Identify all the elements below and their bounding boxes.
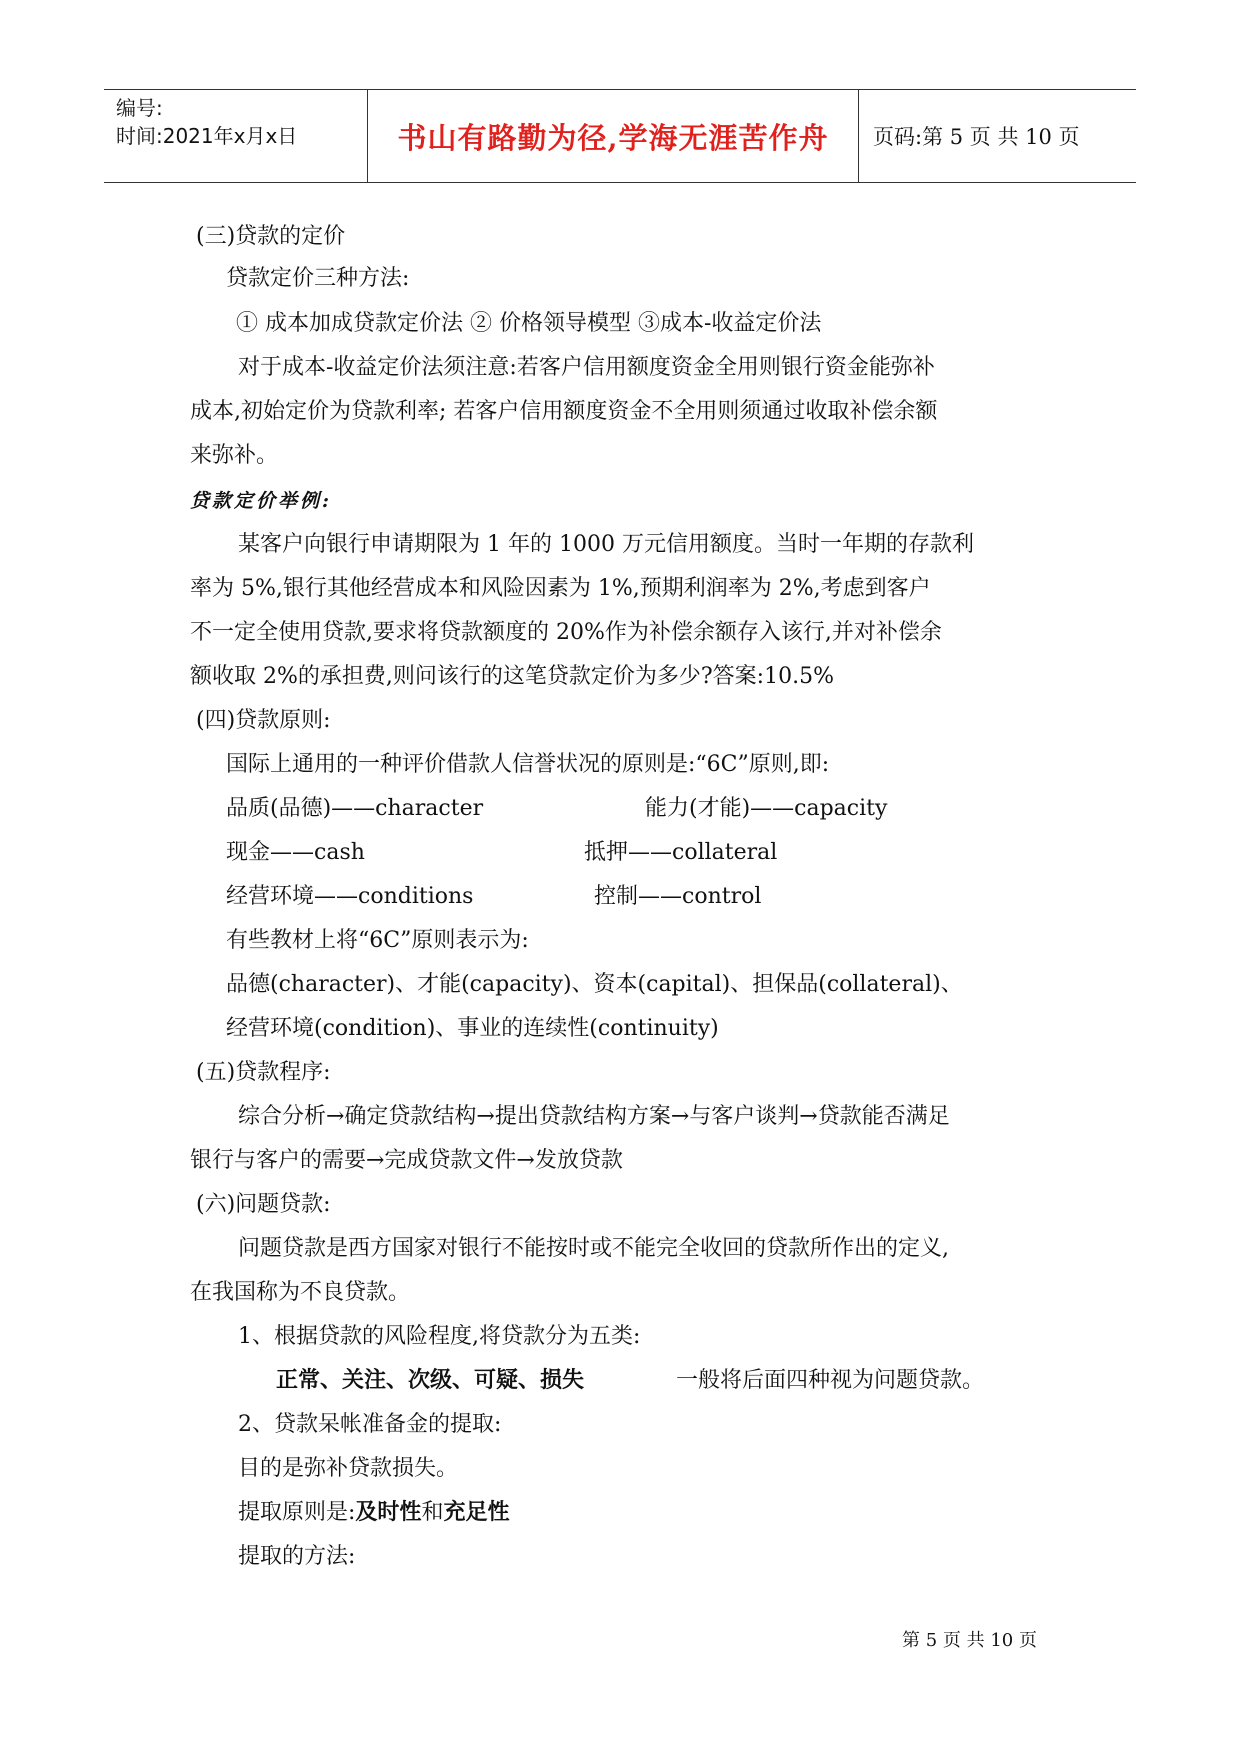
- paragraph-line: 来弥补。: [190, 443, 279, 468]
- loan-category-list: 正常、关注、次级、可疑、损失: [276, 1368, 585, 1393]
- section-4-heading: (四)贷款原则:: [196, 708, 331, 733]
- paragraph-line: 一般将后面四种视为问题贷款。: [676, 1368, 985, 1393]
- doc-time-label: 时间:2021年x月x日: [116, 124, 298, 148]
- paragraph-line: 在我国称为不良贷款。: [190, 1280, 411, 1305]
- loan-categories: [276, 1366, 584, 1396]
- paragraph-line: 1、根据贷款的风险程度,将贷款分为五类:: [238, 1324, 641, 1349]
- paragraph-line: 2、贷款呆帐准备金的提取:: [238, 1412, 502, 1437]
- principle-conditions: 经营环境——conditions: [226, 884, 474, 909]
- paragraph-line: 银行与客户的需要→完成贷款文件→发放贷款: [190, 1148, 623, 1173]
- principle-control: 控制——control: [594, 884, 762, 909]
- section-3-heading: (三)贷款的定价: [196, 224, 346, 249]
- doc-number-label: 编号:: [116, 96, 163, 120]
- paragraph-line: 某客户向银行申请期限为 1 年的 1000 万元信用额度。当时一年期的存款利: [238, 532, 974, 557]
- paragraph-line: 问题贷款是西方国家对银行不能按时或不能完全收回的贷款所作出的定义,: [238, 1236, 949, 1261]
- principle-label: 提取原则是:: [238, 1500, 356, 1525]
- paragraph-line: ① 成本加成贷款定价法 ② 价格领导模型 ③成本-收益定价法: [236, 311, 822, 336]
- page-footer: 第 5 页 共 10 页: [902, 1630, 1037, 1651]
- example-heading: 贷款定价举例:: [190, 490, 333, 512]
- paragraph-line: 目的是弥补贷款损失。: [238, 1456, 459, 1481]
- header-slogan-cell: [367, 90, 859, 182]
- paragraph-line: 率为 5%,银行其他经营成本和风险因素为 1%,预期利润率为 2%,考虑到客户: [190, 576, 931, 601]
- paragraph-line: 有些教材上将“6C”原则表示为:: [226, 928, 529, 953]
- paragraph-line: 国际上通用的一种评价借款人信誉状况的原则是:“6C”原则,即:: [226, 752, 830, 777]
- principle-collateral: 抵押——collateral: [584, 840, 778, 865]
- paragraph-line: 经营环境(condition)、事业的连续性(continuity): [226, 1016, 719, 1041]
- extraction-principle: [238, 1498, 509, 1528]
- principle-capacity: 能力(才能)——capacity: [645, 796, 888, 821]
- paragraph-line: 额收取 2%的承担费,则问该行的这笔贷款定价为多少?答案:10.5%: [190, 664, 834, 689]
- header-page-info: 页码:第 5 页 共 10 页: [873, 125, 1080, 149]
- paragraph-line: 贷款定价三种方法:: [226, 266, 410, 291]
- paragraph-line: 综合分析→确定贷款结构→提出贷款结构方案→与客户谈判→贷款能否满足: [238, 1104, 950, 1129]
- paragraph-line: 成本,初始定价为贷款利率; 若客户信用额度资金不全用则须通过收取补偿余额: [190, 399, 938, 424]
- principle-character: 品质(品德)——character: [226, 796, 484, 821]
- paragraph-line: 品德(character)、才能(capacity)、资本(capital)、担保品(collateral)、: [226, 972, 963, 997]
- paragraph-line: 不一定全使用贷款,要求将贷款额度的 20%作为补偿余额存入该行,并对补偿余: [190, 620, 942, 645]
- page-header: [104, 89, 1136, 183]
- section-5-heading: (五)贷款程序:: [196, 1060, 331, 1085]
- conjunction: 和: [421, 1500, 444, 1525]
- header-slogan: 书山有路勤为径,学海无涯苦作舟: [397, 120, 829, 155]
- section-6-heading: (六)问题贷款:: [196, 1192, 331, 1217]
- paragraph-line: 对于成本-收益定价法须注意:若客户信用额度资金全用则银行资金能弥补: [238, 355, 935, 380]
- adequacy-term: 充足性: [443, 1500, 510, 1525]
- principle-cash: 现金——cash: [226, 840, 365, 865]
- paragraph-line: 提取的方法:: [238, 1544, 356, 1569]
- timeliness-term: 及时性: [355, 1500, 422, 1525]
